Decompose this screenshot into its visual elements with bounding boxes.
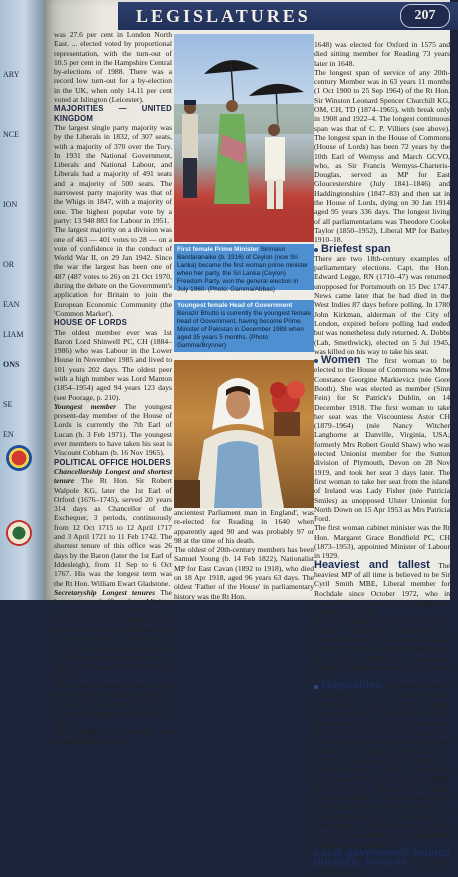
subheading: Secretaryship xyxy=(54,587,97,597)
paragraph: The oldest of 20th-century members has been Samuel Young (b. 14 Feb 1822), Nationalist MP for East Cavan (1892 to 1918), who died on 18 Apr 1918, aged 96 years 63 days. The oldest 'Father of the House' in parliamentary history was the Rt Hon. xyxy=(174,545,314,601)
bullet-icon xyxy=(314,248,318,252)
page-title: LEGISLATURES xyxy=(136,6,311,26)
photo-illustration xyxy=(174,34,314,242)
section-heading: Briefest span xyxy=(321,242,391,255)
section-heading: POLITICAL OFFICE HOLDERS xyxy=(54,457,171,467)
section-heading: HOUSE OF LORDS xyxy=(54,318,127,328)
previous-page-heading: ONS xyxy=(3,360,20,369)
paragraph: The youngest present-day member of the House of Lords is currently the 7th Earl of Lucan (b. 3 Feb 1971). The youngest ever members to have taken his seat is Viscount Cobham (b. 16 Nov 1965). xyxy=(54,401,173,458)
section-heading: Local government service duration records xyxy=(314,846,450,869)
previous-page-text: ARY xyxy=(3,70,20,79)
paragraph: The oldest local office was xyxy=(314,858,451,877)
previous-page-text: EAN xyxy=(3,300,20,309)
section-heading: Heaviest and tallest xyxy=(314,558,430,571)
caption-heading: First female Prime Minister xyxy=(177,246,259,253)
previous-page-text: ION xyxy=(3,200,18,209)
section-heading: Women xyxy=(321,354,361,367)
paragraph: 1648) was elected for Oxford in 1575 and died sitting member for Reading 73 years later in 1648. xyxy=(314,40,450,68)
photo-illustration xyxy=(174,360,314,508)
previous-page-text: SE xyxy=(3,400,13,409)
caption-heading: Youngest female Head of Government xyxy=(177,302,293,309)
photo-caption xyxy=(174,300,314,352)
paragraph: The heaviest MP of all time is believed to be Sir Cyril Smith MBE, Liberal member for Rochdale since October 1972, who in January 1976 his peak reported weight was 189.6 kg 29 st 12 lb. xyxy=(314,560,451,617)
paragraph: The first woman cabinet minister was the Rt Hon. Margaret Grace Bondfield PC, CH (1873–1953), appointed Minister of Labour in 1929. xyxy=(314,523,450,561)
paragraph: The longest term of office of any Minister of State was the 10 years 359 days of the Rt Hon. Thomas Pelham-Holles (later Viscount Grey of Fallodon KG) from 10 Dec 1905 to 10 Dec 1916. The Rt Hon. Henry Addington served as Foreign Secretary from 1915 to 1918 and terms spells in 1830–34 and 1835–41. xyxy=(54,587,173,681)
paragraph: The longest span of service of any 20th-century Member was in 63 years 11 months (1 Oct 1900 to 25 Sep 1964) of the Rt Hon. Sir Winston Leonard Spencer Churchill KG, OM, CH, TD (1874–1965), with break only in 1908 and 1922–4. The longest continuous span was that of C. P. Villiers (see above). The longest span in the House of Commons (House of Lords) has been 72 years by the 10th Earl of Wemyss and March GCVO, who, as Sir Francis Wemyss-Charteris-Douglas, served as MP for East Gloucestershire (July 1841–1846) and Haddingtonshire (1847–83) and then sat in the House of Lords, dying on 30 Jan 1914 aged 95 years 336 days. The longest living of all parliamentarians was Theodore Cooke Taylor (1850–1952), Liberal MP for Batley 1910–18. xyxy=(314,67,450,245)
previous-page-edge xyxy=(0,0,44,600)
paragraph: The longest recorded mayoralty was that of Edmond Mathis (1852–1970), mayor of Ehuns, Haute-Saône, France for 75 years (1878 to 1953). The mayoralty of the City of London has been held since 1192 with the 20-year term of Henry Fitz-Ailwyn until 1212. The most elections, seven times, became annual in 1215, has been eight by Gregory de Rokesley (1274–5 to 1280–1). The earliest mayor recorded by the City of York, Nigel, dates from 1142. Alderman G. T. Pardue served as Mayor of Trevel, Kent for 26 consecutive years from 1963 to 1987. Cllr Denis Martineau was Lord Mayor of Birmingham in (1967), following a direct line from his grandfather, great grandfather and great great grandfather. xyxy=(314,681,450,849)
paragraph: The largest majority on a division was one of 463 — 401 votes to 28 — on a vote of confidence in the conduct of World War II, on 29 Jan 1942. Since the war the largest has been one of 487 (487 votes to 26) on 21 Oct 1970, during the debate on the Government's application for Britain to join the European Economic Community (the 'Common Market'). xyxy=(54,225,172,318)
right-text-column xyxy=(314,40,450,877)
paragraph: Sir Louis Gluckstein GBE, TD, QC (1897–1979), Conservative member for Nottingham East 1931–45, was an estimated 2.01 m 6 ft 7½ in. Currently the tallest is the Hon. Archie Hamilton, Conservative member for Epsom and Ewell, at 1.96 m 6 ft 5½ in. xyxy=(314,616,450,682)
subheading: Longest and shortest tenure xyxy=(54,466,172,486)
bullet-icon xyxy=(314,359,318,363)
paragraph: The Rt Hon. Sir Robert Walpole KG, later the 1st Earl of Orford (1676–1745), served 20 years 314 days as Chancellor of the Exchequer, 3 periods, continuously from 12 Oct 1715 to 12 April 1717 and 3 April 1721 to 11 Feb 1742. The shortest tenure of this office was 26 days by the Baron (later the 1st Earl of Iddesleigh), from 11 Sep to 6 Oct 1767. His was the longest term was the Rt Hon. William Ewart Gladstone. xyxy=(54,476,172,588)
flag-emblem-icon xyxy=(6,520,32,546)
flag-emblem-icon xyxy=(6,445,32,471)
benazir-bhutto-photo xyxy=(174,360,314,508)
page-number-badge: 207 xyxy=(400,4,450,28)
previous-page-text: LIAM xyxy=(3,330,24,339)
center-text-column xyxy=(174,508,314,601)
intro-paragraph: was 27.6 per cent in London North East. ... elected voted by proportional representation, with the turn-out of 10.5 per cent in the Hampshire Central by-elections of 1988. There was a record low turn-out for a by-election in the UK, when only 14.11 per cent voted at Islington (Leicester). xyxy=(54,30,172,105)
sirimavo-bandaranaike-photo xyxy=(174,34,314,242)
paragraph: The longest 'speaker' was Arthur Onslow who was elected Speaker on 23 Jan 1728, and served for 33 years 43 days, including the five 'lost' 11 days. xyxy=(54,680,172,727)
section-heading: MAJORITIES — UNITED KINGDOM xyxy=(54,104,172,123)
photo-caption xyxy=(174,244,314,293)
book-page xyxy=(44,0,451,877)
previous-page-text: NCE xyxy=(3,130,19,139)
paragraph: There are two 18th-century examples of parliamentary elections. Capt. the Hon. Edward Legge, RN (1710–47) was returned unopposed for Portsmouth on 15 Dec 1747. News came later that he had died in the West Indies 87 days before polling. In 1780 John Kirkman, alderman of the City of London, expired before polling had ended but was nonetheless duly returned. A. Dobbs (Lab, Smethwick), elected on 5 Jul 1945, was killed on his way to take his seat. xyxy=(314,253,450,356)
paragraph: ancientest Parliament man in England', was re-elected for Reading in 1640 when apparently aged 90 and was probably 97 or 98 at the time of his death. xyxy=(174,508,314,545)
caption-text: Sirimavo Bandaranaike (b. 1916) of Ceylon (now Sri Lanka) became the first woman prime minister when her party, the Sri Lanka (Ceylon) Freedom Party, won the general election in July 1960. (Photo: Gamma/Abbas) xyxy=(177,246,309,293)
left-text-column xyxy=(54,30,172,746)
section-heading: Mayoralties xyxy=(321,679,382,692)
paragraph: The oldest member ever was 1st Baron Lord Shinwell PC, CH (1884–1986) who was Labour in the Lower House in November 1985 and lived to 101 years 202 days. The oldest peer with a high number was Lord Manton (1854–1954) aged 94 years 123 days (see Poorage, p. 210). xyxy=(54,327,172,402)
bullet-icon xyxy=(314,685,318,689)
previous-page-text: EN xyxy=(3,430,14,439)
paragraph: The first woman to be elected to the House of Commons was Mme Constance Georgine Markievicz (née Gore Booth). She was elected as member (Sinn Fein) for St Patrick's Dublin, on 14 December 1918. The first woman to take her seat was the Viscountess Astor CH (1879–1964) (née Nancy Witcher Langhorne at Danville, Virginia, USA; formerly Mrs Robert Gould Shaw) who was elected Unionist member for the Sutton division of Plymouth, Devon on 28 Nov 1919, and took her seat 3 days later. The first woman to take her seat from the island of Ireland was Lady Fisher (née Patricia Smiles) as unopposed Ulster Unionist for North Down on 15 Apr 1953 as Mrs Patricia Ford. xyxy=(314,356,450,524)
subheading: Longest tenures xyxy=(101,587,156,597)
caption-text: Benazir Bhutto is currently the youngest female head of Government, having become Prime Minister of Pakistan in December 1988 when aged 35 years 5 months. (Photo: Gamma/Brynner) xyxy=(177,310,311,349)
paragraph: The largest single party majority was by the Liberals in 1832, of 307 seats, with a majority of 370 over the Tory. In 1931 the National Government, Liberals and National Labour, and Liberals had a majority of 491 seats and a majority of 500 seats. The narrowest party majority was that of the Whigs in 1847, with a majority of one. The highest popular vote by a party: 13 948 883 for Labour in 1951. xyxy=(54,122,172,225)
subheading: Youngest member xyxy=(54,401,117,411)
previous-page-text: OR xyxy=(3,260,15,269)
paragraph: The youngest ever woman was Bernadette Devlin, now xyxy=(54,727,172,746)
subheading: Chancellorship xyxy=(54,466,103,476)
